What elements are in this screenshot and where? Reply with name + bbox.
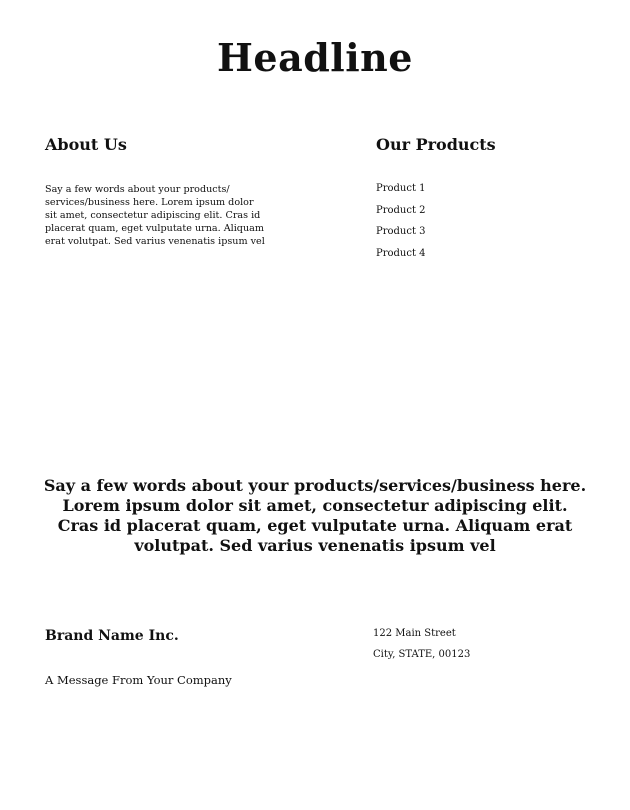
product-item-2: Product 2 bbox=[376, 204, 426, 216]
about-us-body: Say a few words about your products/ services/business here. Lorem ipsum dolor sit amet, consectetur adipiscing elit. Cras id placerat quam, eget vulputate urna. Aliquam erat volutpat. Sed varius venenatis ipsum vel bbox=[45, 184, 265, 247]
address-city: City, STATE, 00123 bbox=[373, 649, 471, 660]
product-item-4: Product 4 bbox=[376, 248, 426, 260]
brand-name: Brand Name Inc. bbox=[45, 628, 179, 644]
our-products-heading: Our Products bbox=[376, 135, 496, 154]
address-street: 122 Main Street bbox=[373, 628, 456, 639]
product-item-3: Product 3 bbox=[376, 226, 426, 238]
product-list bbox=[376, 182, 426, 269]
tagline-paragraph: Say a few words about your products/services/business here. Lorem ipsum dolor sit amet, consectetur adipiscing elit. Cras id placerat quam, eget vulputate urna. Aliquam erat volutpat. Sed varius venenatis ipsum vel bbox=[43, 476, 587, 555]
about-us-heading: About Us bbox=[45, 135, 127, 154]
company-message: A Message From Your Company bbox=[45, 673, 232, 687]
page-headline: Headline bbox=[217, 35, 413, 80]
product-item-1: Product 1 bbox=[376, 183, 426, 194]
